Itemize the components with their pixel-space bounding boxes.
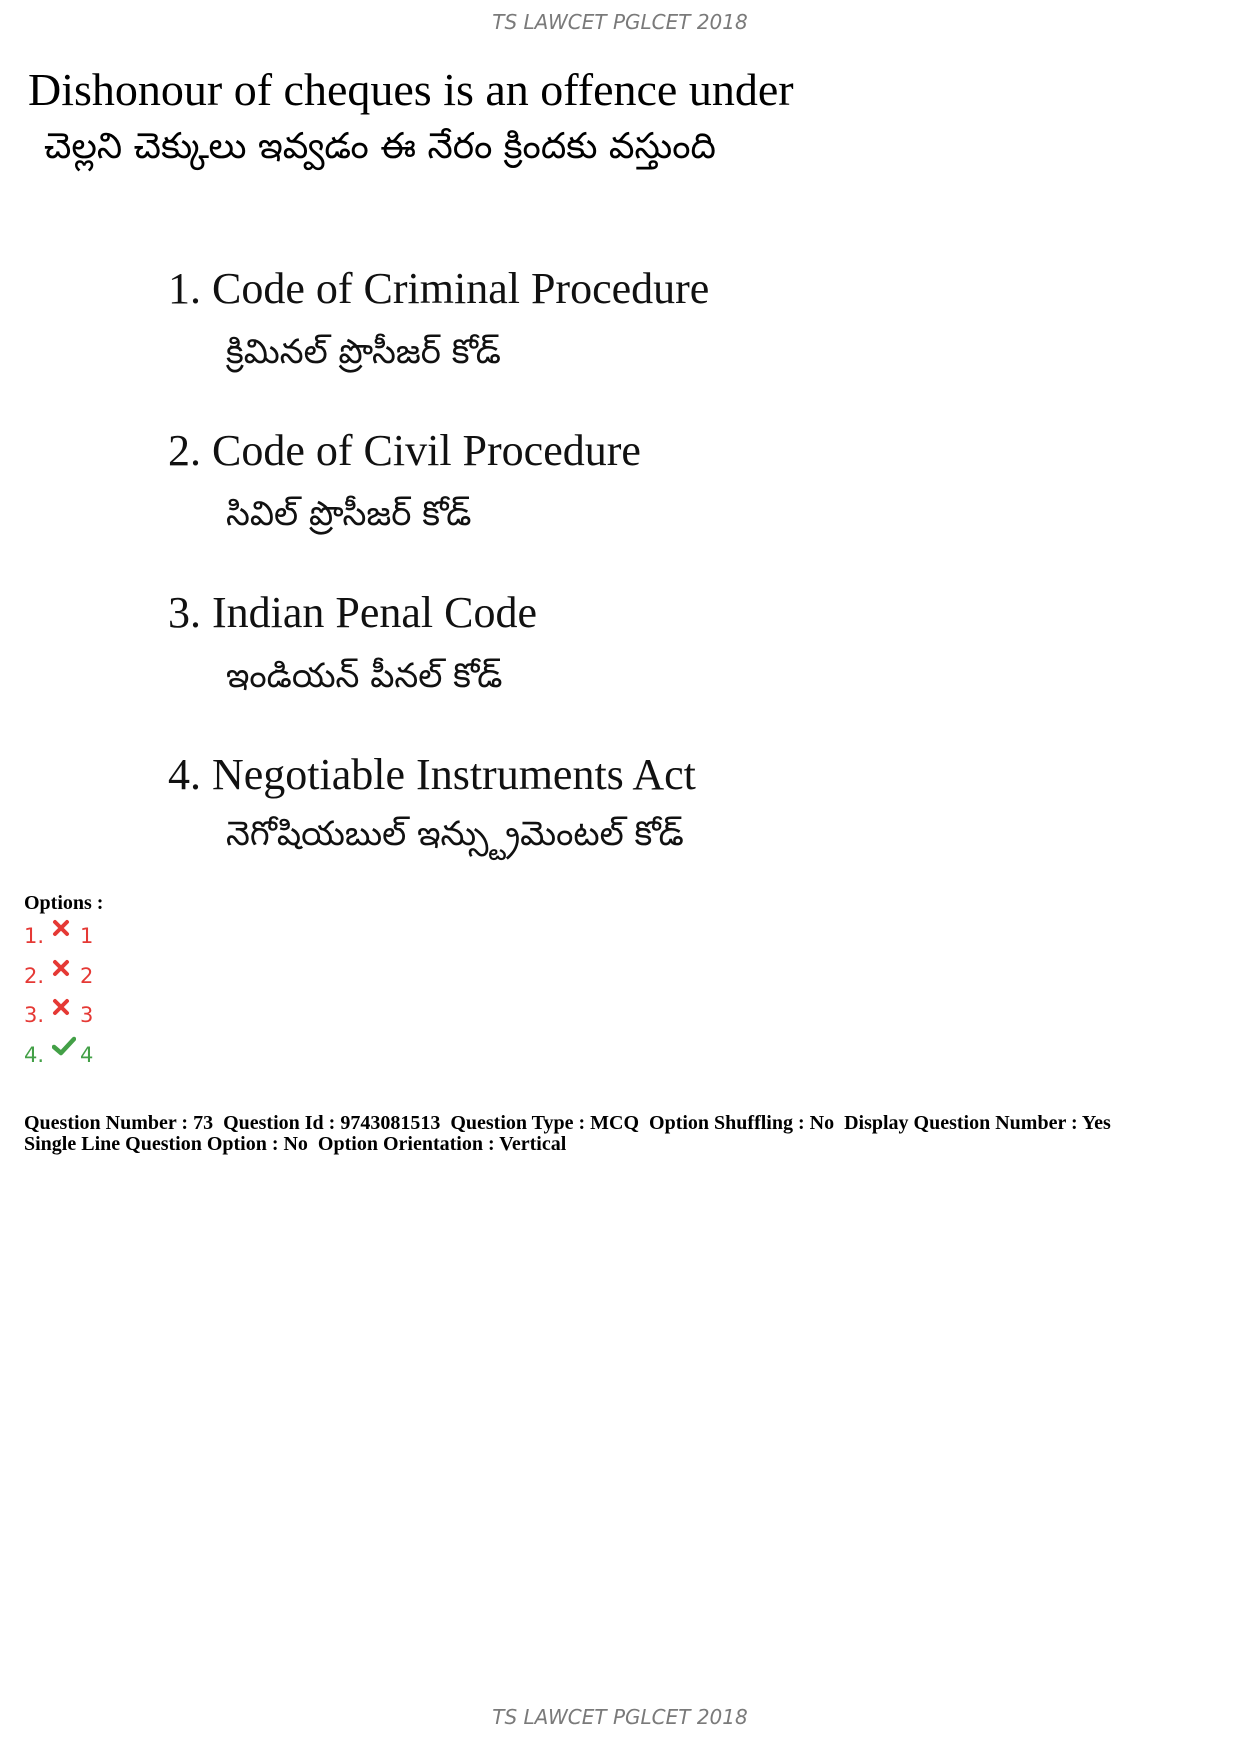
option-row: [24, 1039, 93, 1079]
running-footer: TS LAWCET PGLCET 2018: [492, 1705, 748, 1729]
metadata-line: Single Line Question Option : No Option Orientation : Vertical: [24, 1133, 567, 1155]
option-value: 4: [80, 1042, 94, 1067]
choice-text-english: 2. Code of Civil Procedure: [168, 426, 641, 475]
option-number: 4.: [24, 1042, 45, 1067]
choice-text-telugu: సివిల్ ప్రొసీజర్ కోడ్: [226, 494, 472, 534]
question-choices: [168, 262, 988, 898]
check-icon: [52, 1033, 78, 1057]
options-label: Options :: [24, 892, 104, 914]
option-number: 3.: [24, 1003, 45, 1027]
choice-text-english: 4. Negotiable Instruments Act: [168, 750, 696, 799]
cross-icon: [52, 993, 78, 1017]
option-number: 1.: [24, 924, 45, 948]
choice-text-telugu: నెగోషియబుల్ ఇన్స్ట్రుమెంటల్ కోడ్: [226, 814, 684, 854]
question-metadata: [24, 1113, 1224, 1155]
question-block: [28, 62, 1028, 176]
question-text-telugu: చెల్లని చెక్కులు ఇవ్వడం ఈ నేరం క్రిందకు వస్తుంది: [44, 126, 716, 167]
option-value: 2: [80, 963, 94, 988]
choice-text-english: 1. Code of Criminal Procedure: [168, 264, 710, 313]
option-value: 3: [80, 1003, 94, 1027]
cross-icon: [52, 954, 78, 978]
running-header: TS LAWCET PGLCET 2018: [492, 10, 748, 34]
choice-item: [168, 424, 988, 586]
option-value: 1: [80, 924, 94, 948]
choice-item: [168, 586, 988, 748]
choice-item: [168, 262, 988, 424]
choice-text-telugu: ఇండియన్ పీనల్ కోడ్: [226, 656, 503, 696]
metadata-line: Question Number : 73 Question Id : 9743081513 Question Type : MCQ Option Shuffling : No Display Question Number : Yes: [24, 1112, 1111, 1134]
option-number: 2.: [24, 963, 45, 988]
cross-icon: [52, 914, 78, 938]
choice-text-english: 3. Indian Penal Code: [168, 588, 538, 637]
option-list: [24, 920, 93, 1078]
choice-text-telugu: క్రిమినల్ ప్రొసీజర్ కోడ్: [226, 332, 501, 372]
choice-item: [168, 748, 988, 898]
question-text-english: Dishonour of cheques is an offence under: [28, 64, 794, 115]
